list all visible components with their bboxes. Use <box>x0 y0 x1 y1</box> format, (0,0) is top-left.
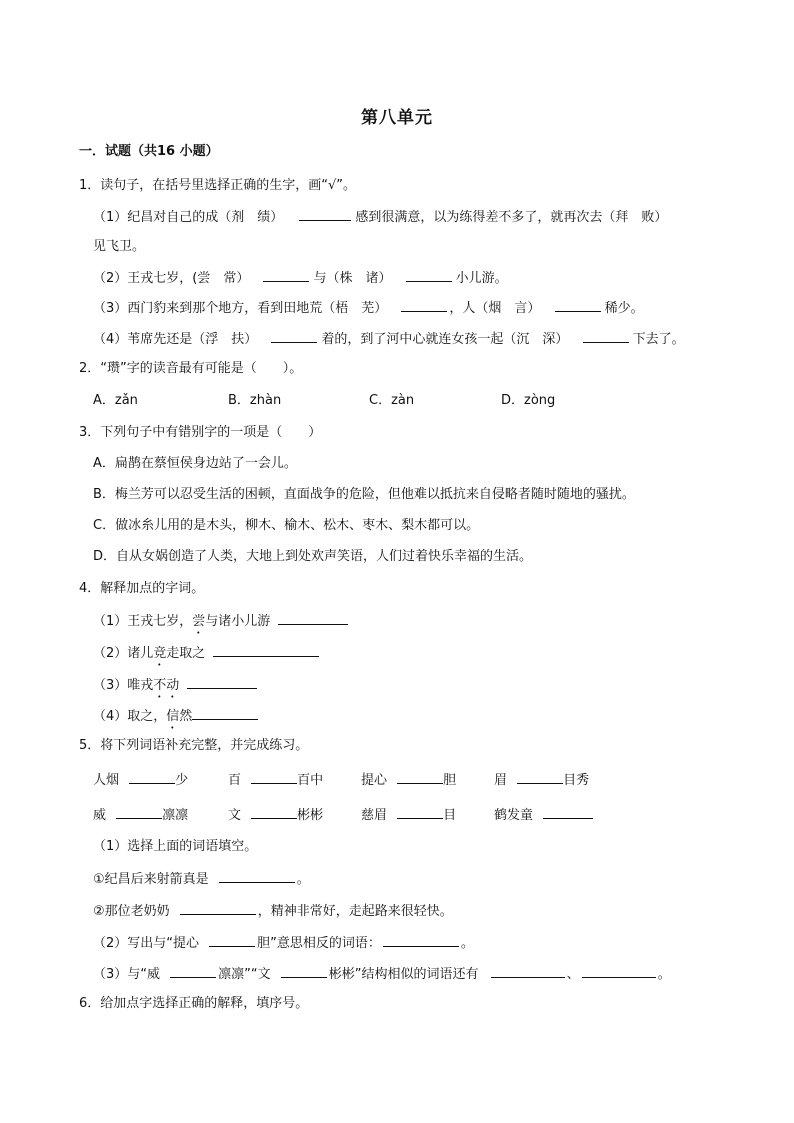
q2-option-b[interactable]: B．zhàn <box>228 393 282 408</box>
q1-s3-blank-1[interactable] <box>401 298 447 312</box>
q5-sub2-text-c: 。 <box>460 936 474 951</box>
q2-stem-char: 瓒 <box>107 361 121 376</box>
q3-option-d[interactable]: D．自从女娲创造了人类，大地上到处欢声笑语，人们过着快乐幸福的生活。 <box>93 549 533 564</box>
q1-s1-blank-1[interactable] <box>299 207 351 221</box>
q1-s2-blank-1[interactable] <box>263 268 309 282</box>
q5-sub2-blank-2[interactable] <box>383 933 459 947</box>
q5-c2-text-b: ，精神非常好，走起路来很轻快。 <box>257 904 453 919</box>
q1-stem: 1．读句子，在括号里选择正确的生字，画“√”。 <box>79 178 357 193</box>
q4-item-3 <box>93 675 257 701</box>
q1-s4-part1: （4）苇席先还是（浮 扶） <box>93 332 258 347</box>
q4-i3-dotted: 不动 <box>153 678 180 693</box>
q5-word-7-post: 目 <box>443 808 457 823</box>
q5-sub2-blank-1[interactable] <box>209 933 255 947</box>
q3-option-a[interactable]: A．扁鹊在蔡恒侯身边站了一会儿。 <box>93 456 297 471</box>
q1-s2-blank-2[interactable] <box>406 268 452 282</box>
q1-sentence-2 <box>93 268 508 288</box>
q3-stem: 3．下列句子中有错别字的一项是（ ） <box>79 425 322 440</box>
q4-i1-dotted: 尝 <box>192 614 206 629</box>
q2-stem <box>79 360 302 378</box>
q4-i2-text-b: 走取之 <box>166 646 206 661</box>
q4-item-1 <box>93 611 348 637</box>
q5-c1-blank[interactable] <box>219 869 295 883</box>
q5-word-1-pre: 人烟 <box>93 773 120 788</box>
q5-choice-1 <box>93 869 310 889</box>
q5-sub2-text-b: 胆”意思相反的词语： <box>257 936 381 951</box>
q4-i4-text-b: 然 <box>179 709 193 724</box>
q5-word-2-post: 百中 <box>297 773 324 788</box>
q5-sub3-text-c: 彬彬”结构相似的词语还有 <box>328 967 479 982</box>
q1-sentence-3 <box>93 298 644 318</box>
q2-option-c[interactable]: C．zàn <box>369 393 415 408</box>
q5-word-3-pre: 提心 <box>361 773 388 788</box>
q1-sentence-4 <box>93 329 685 349</box>
q4-stem: 4．解释加点的字词。 <box>79 581 205 596</box>
q2-option-a[interactable]: A．zǎn <box>93 393 138 408</box>
q4-item-4 <box>93 706 258 732</box>
q5-c2-text-a: ②那位老奶奶 <box>93 904 170 919</box>
q1-s1-part1: （1）纪昌对自己的成（剂 绩） <box>93 210 284 225</box>
q4-i1-blank[interactable] <box>278 611 348 625</box>
q5-word-5-post: 凛凛 <box>162 808 189 823</box>
q5-word-2-pre: 百 <box>228 773 242 788</box>
q4-i4-text-a: （4）取之， <box>93 709 167 724</box>
q5-word-2-blank[interactable] <box>251 770 297 784</box>
q1-s1-part2: 感到很满意，以为练得差不多了，就再次去（拜 败） <box>355 210 668 225</box>
q3-option-b[interactable]: B．梅兰芳可以忍受生活的困顿，直面战争的危险，但他难以抵抗来自侵略者随时随地的骚扰。 <box>93 487 635 502</box>
q5-word-6-pre: 文 <box>228 808 242 823</box>
q4-i2-blank[interactable] <box>213 643 319 657</box>
q5-sub3-text-b: 凛凛”“文 <box>218 967 271 982</box>
q5-word-5-pre: 威 <box>93 808 107 823</box>
q5-stem: 5．将下列词语补充完整，并完成练习。 <box>79 738 309 753</box>
q1-s4-blank-1[interactable] <box>271 329 317 343</box>
q5-word-1-post: 少 <box>175 773 189 788</box>
q5-word-5 <box>93 805 188 825</box>
q5-word-8 <box>494 805 593 825</box>
q4-i2-dotted: 竞 <box>153 646 167 661</box>
q4-i4-blank[interactable] <box>192 706 258 720</box>
q5-word-3-blank[interactable] <box>397 770 443 784</box>
q4-i1-text-a: （1）王戎七岁， <box>93 614 193 629</box>
q3-option-c[interactable]: C．做冰糸儿用的是木头，柳木、榆木、松木、枣木、梨木都可以。 <box>93 518 480 533</box>
q5-word-7-pre: 慈眉 <box>361 808 388 823</box>
q5-sub2 <box>93 933 474 953</box>
section-heading: 一．试题（共16 小题） <box>79 144 219 159</box>
q5-c2-blank[interactable] <box>180 901 256 915</box>
q1-s3-part3: 稀少。 <box>604 301 644 316</box>
q4-i3-text-a: （3）唯戎 <box>93 678 154 693</box>
q1-s2-part1: （2）王戎七岁，(尝 常） <box>93 271 250 286</box>
q5-sub1: （1）选择上面的词语填空。 <box>93 839 258 854</box>
q5-word-2 <box>228 770 323 790</box>
q5-sub3 <box>93 964 671 984</box>
q1-s3-blank-2[interactable] <box>555 298 601 312</box>
q4-item-2 <box>93 643 319 669</box>
q5-sub3-text-d: 、 <box>566 967 580 982</box>
q5-word-6-post: 彬彬 <box>297 808 324 823</box>
page-title: 第八单元 <box>361 108 433 128</box>
q1-s4-part2: 着的，到了河中心就连女孩一起（沉 深） <box>321 332 569 347</box>
q5-word-8-pre: 鹤发童 <box>494 808 534 823</box>
q5-sub3-blank-1[interactable] <box>170 964 216 978</box>
q5-c1-text-a: ①纪昌后来射箭真是 <box>93 872 209 887</box>
q5-word-5-blank[interactable] <box>116 805 162 819</box>
q2-stem-prefix: 2．“ <box>79 361 108 376</box>
q5-word-3-post: 胆 <box>443 773 457 788</box>
q5-word-4-blank[interactable] <box>517 770 563 784</box>
q5-sub3-blank-2[interactable] <box>281 964 327 978</box>
q5-sub3-blank-4[interactable] <box>582 964 656 978</box>
q2-option-d[interactable]: D．zòng <box>501 393 556 408</box>
q5-word-6 <box>228 805 323 825</box>
q1-s4-blank-2[interactable] <box>583 329 629 343</box>
q1-s4-part3: 下去了。 <box>632 332 685 347</box>
q5-sub2-text-a: （2）写出与“提心 <box>93 936 200 951</box>
q5-word-8-blank[interactable] <box>543 805 593 819</box>
q6-stem: 6．给加点字选择正确的解释，填序号。 <box>79 996 309 1011</box>
q5-word-4 <box>494 770 589 790</box>
q4-i3-blank[interactable] <box>187 675 257 689</box>
q5-word-4-pre: 眉 <box>494 773 508 788</box>
q5-word-4-post: 目秀 <box>563 773 590 788</box>
q5-word-1 <box>93 770 188 790</box>
q5-word-1-blank[interactable] <box>129 770 175 784</box>
q1-s1-part3: 见飞卫。 <box>93 239 146 254</box>
q5-word-7-blank[interactable] <box>397 805 443 819</box>
q5-word-6-blank[interactable] <box>251 805 297 819</box>
q5-sub3-text-a: （3）与“威 <box>93 967 161 982</box>
q5-c1-text-b: 。 <box>296 872 310 887</box>
q4-i1-text-b: 与诸小儿游 <box>205 614 271 629</box>
q4-i4-dotted: 信 <box>166 709 180 724</box>
q5-word-7 <box>361 805 456 825</box>
q1-s2-part3: 小儿游。 <box>455 271 508 286</box>
q1-s3-part1: （3）西门豹来到那个地方，看到田地荒（梧 芜） <box>93 301 388 316</box>
q4-i2-text-a: （2）诸儿 <box>93 646 154 661</box>
q5-sub3-blank-3[interactable] <box>491 964 565 978</box>
q2-stem-suffix: ”字的读音最有可能是（ ）。 <box>120 361 303 376</box>
q1-s3-part2: ，人（烟 言） <box>449 301 541 316</box>
q5-word-3 <box>361 770 456 790</box>
q1-s2-part2: 与（株 诸） <box>313 271 392 286</box>
q5-choice-2 <box>93 901 453 921</box>
q1-sentence-1 <box>93 207 667 227</box>
q5-sub3-text-e: 。 <box>657 967 671 982</box>
